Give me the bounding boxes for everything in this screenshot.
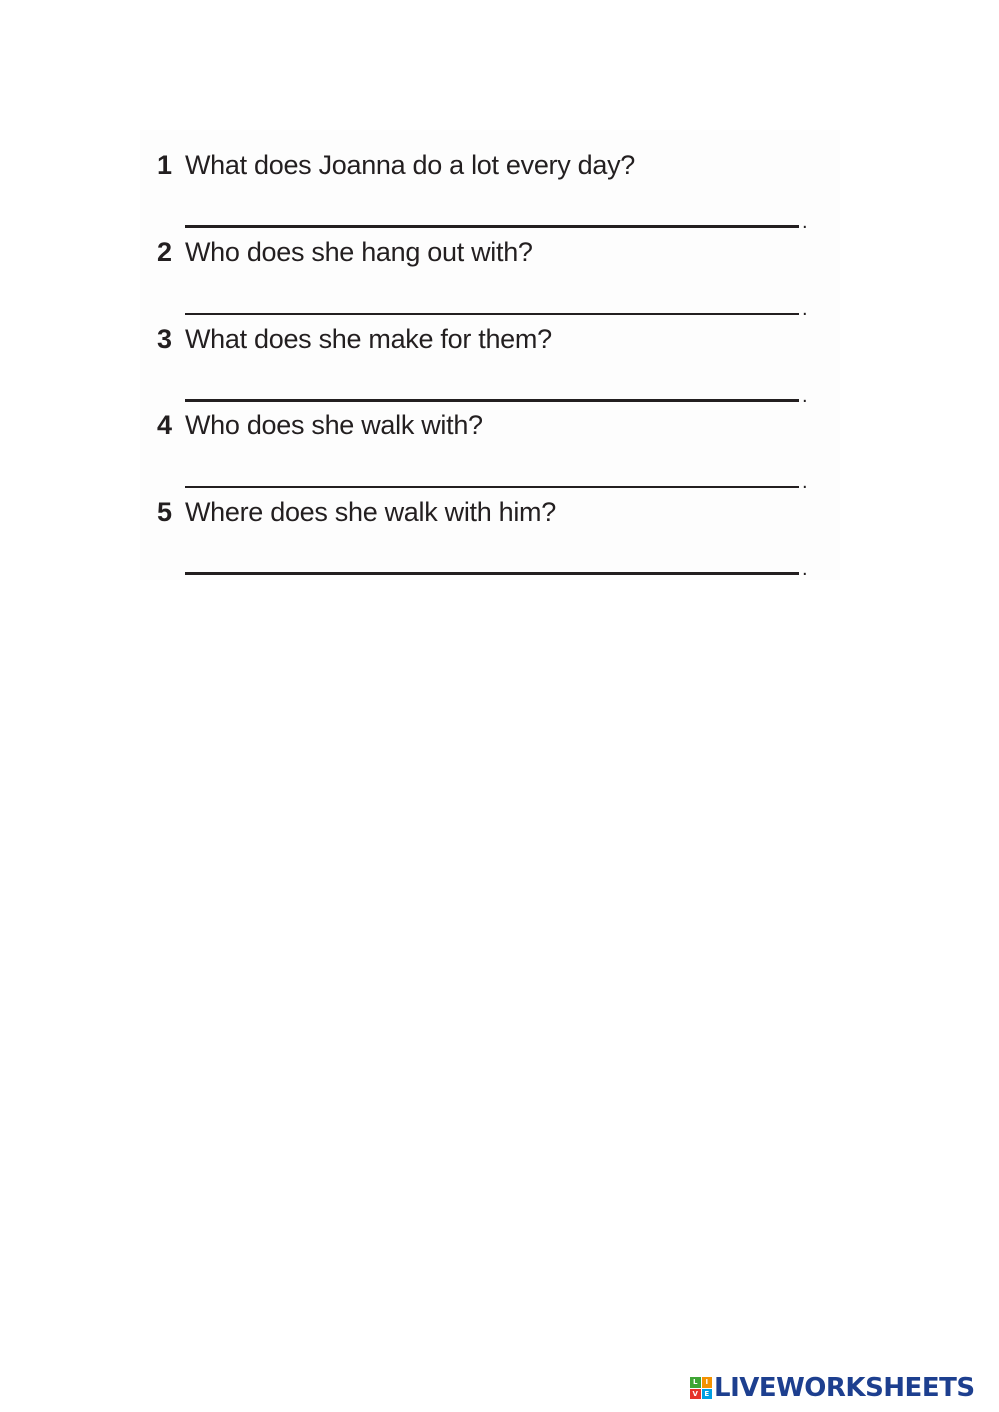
- question-text: Who does she walk with?: [185, 410, 483, 440]
- question-text: Who does she hang out with?: [185, 237, 533, 267]
- logo-letter: I: [702, 1377, 713, 1388]
- question-text: What does Joanna do a lot every day?: [185, 150, 635, 180]
- question-4: [157, 410, 817, 493]
- question-1: [157, 150, 817, 233]
- answer-line: [185, 399, 799, 402]
- question-text: Where does she walk with him?: [185, 497, 556, 527]
- question-number: 4: [157, 410, 172, 440]
- liveworksheets-brand: [690, 1373, 975, 1403]
- question-3: [157, 324, 817, 407]
- answer-area: [185, 285, 808, 320]
- liveworksheets-wordmark: LIVEWORKSHEETS: [714, 1373, 975, 1403]
- worksheet: [140, 130, 840, 580]
- liveworksheets-logo-icon: [690, 1377, 712, 1399]
- question-number: 2: [157, 237, 172, 267]
- answer-line: [185, 225, 799, 228]
- logo-letter: L: [690, 1377, 701, 1388]
- answer-line: [185, 313, 799, 315]
- answer-line: [185, 572, 799, 575]
- question-number: 1: [157, 150, 172, 180]
- answer-input[interactable]: [187, 545, 799, 571]
- line-end-period: .: [802, 211, 808, 233]
- question-number: 5: [157, 497, 172, 527]
- answer-area: [185, 545, 808, 580]
- line-end-period: .: [802, 385, 808, 407]
- question-number: 3: [157, 324, 172, 354]
- logo-letter: V: [690, 1389, 701, 1400]
- answer-input[interactable]: [187, 198, 799, 224]
- logo-letter: E: [702, 1389, 713, 1400]
- question-5: [157, 497, 817, 580]
- answer-area: [185, 458, 808, 493]
- answer-input[interactable]: [187, 458, 799, 484]
- question-text: What does she make for them?: [185, 324, 552, 354]
- answer-line: [185, 486, 799, 488]
- line-end-period: .: [802, 298, 808, 320]
- answer-input[interactable]: [187, 285, 799, 311]
- answer-area: [185, 372, 808, 407]
- line-end-period: .: [802, 471, 808, 493]
- line-end-period: .: [802, 558, 808, 580]
- answer-input[interactable]: [187, 372, 799, 398]
- answer-area: [185, 198, 808, 233]
- question-2: [157, 237, 817, 320]
